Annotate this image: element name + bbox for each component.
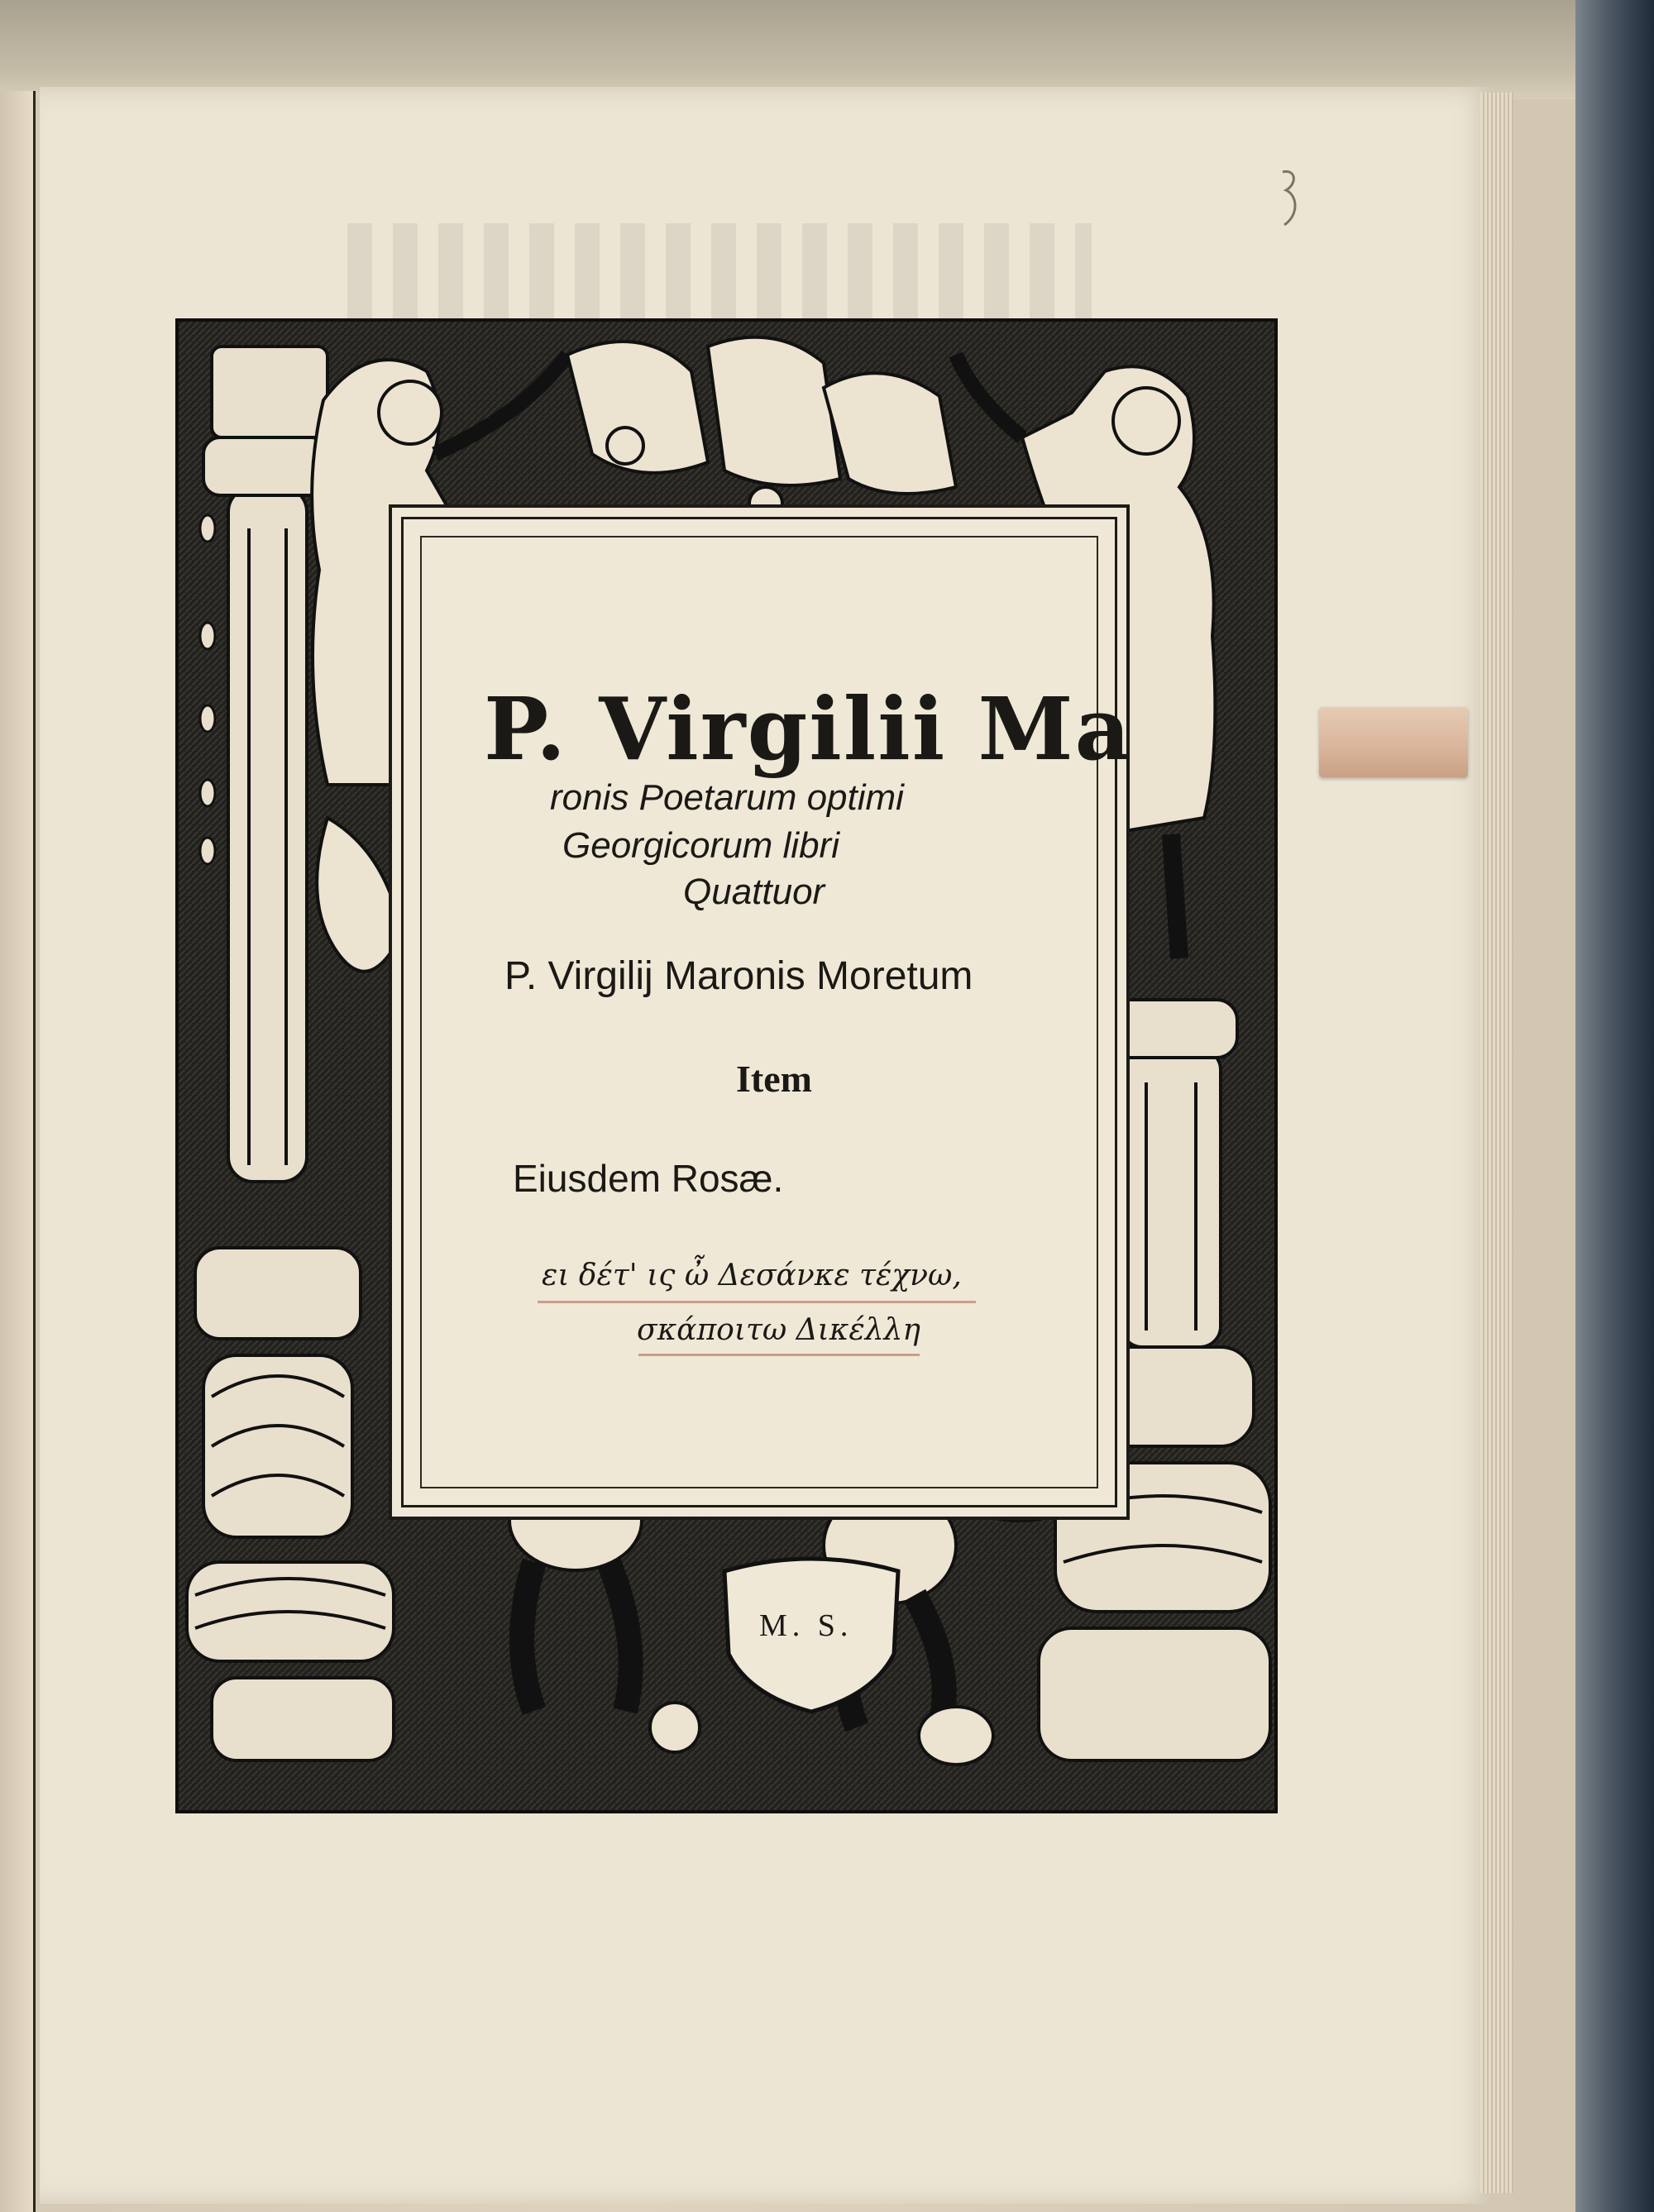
greek-inscription-line-1: ει δέτ' ις ὦ Δεσάνκε τέχνω,: [542, 1259, 962, 1292]
page-edges: [1480, 93, 1513, 2193]
moretum-line: P. Virgilij Maronis Moretum: [504, 954, 973, 998]
item-line: Item: [736, 1058, 812, 1100]
printer-mark: M. S.: [759, 1608, 853, 1643]
cover-top-edge: [0, 0, 1575, 99]
show-through-text: [347, 223, 1092, 322]
title-line-2: ronis Poetarum optimi: [550, 777, 904, 818]
paper-bookmark-tab: [1319, 707, 1468, 777]
title-text-panel: [404, 519, 1115, 1505]
red-underline-1: [538, 1301, 976, 1303]
title-line-3: Georgicorum libri: [562, 825, 839, 866]
background-edge: [1575, 0, 1654, 2212]
title-line-4: Quattuor: [683, 872, 825, 912]
rosae-line: Eiusdem Rosæ.: [513, 1157, 784, 1200]
red-underline-2: [638, 1354, 920, 1356]
pencil-mark: [1278, 165, 1303, 232]
left-facing-page-edge: [0, 91, 36, 2212]
title-line-1: P. Virgilii Ma: [484, 678, 1133, 780]
greek-inscription-line-2: σκάποιτω Δικέλλη: [637, 1313, 920, 1347]
